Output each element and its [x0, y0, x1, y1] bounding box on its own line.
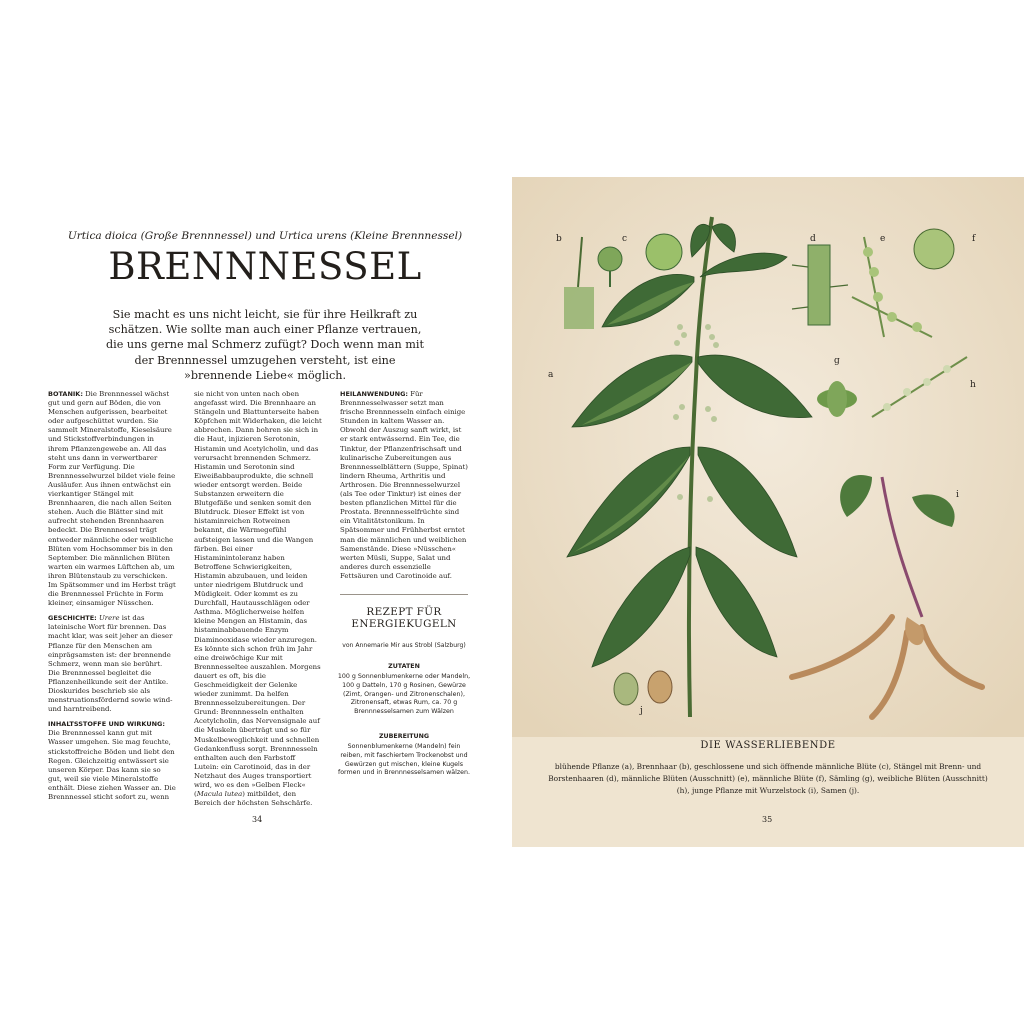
wirkung-text-b: ) mitbildet, den Bereich der höchsten Sehschärfe. [194, 790, 313, 808]
page-number-right: 35 [762, 815, 773, 824]
inhalt-heading: INHALTSSTOFFE UND WIRKUNG: [48, 720, 165, 729]
nettle-illustration [512, 177, 1024, 737]
heil-heading: HEILANWENDUNG: [340, 390, 409, 398]
label-i: i [956, 490, 959, 500]
label-b: b [556, 234, 562, 244]
inhalt-paragraph [48, 720, 176, 802]
label-j: j [640, 706, 643, 716]
label-h: h [970, 380, 976, 390]
zutaten-heading: ZUTATEN [388, 663, 420, 670]
text-column-3 [340, 390, 468, 587]
label-a: a [548, 370, 554, 380]
text-column-2 [194, 390, 322, 814]
zubereitung-heading: ZUBEREITUNG [378, 733, 430, 740]
botanik-paragraph [48, 390, 176, 608]
recipe-author: von Annemarie Mir aus Strobl (Salzburg) [342, 642, 466, 649]
label-g: g [834, 356, 840, 366]
geschichte-text: ist das lateinische Wort für brennen. Das macht klar, was seit jeher an dieser Pflanze für den Menschen am einprägsamsten ist: der brennende Schmerz, wenn man sie berührt. Die Brennnessel begleitet die Pflanzenheilkunde seit der Antike. Dioskurides beschrieb sie als menstruationsfördernd sowie wind- und harntreibend. [48, 614, 173, 714]
botanik-heading: BOTANIK: [48, 390, 83, 398]
plate-caption: blühende Pflanze (a), Brennhaar (b), geschlossene und sich öffnende männliche Blüte (c), Stängel mit Brenn- und Borstenhaaren (d), männliche Blüten (Ausschnitt) (e), männliche Blüte (f), Sämling (g), weibliche Blüten (Ausschnitt) (h), junge Pflanze mit Wurzelstock (i), Samen (j). [548, 762, 988, 795]
intro-paragraph: Sie macht es uns nicht leicht, sie für ihre Heilkraft zu schätzen. Wie sollte man auch einer Pflanze vertrauen, die uns gerne mal Schmerz zufügt? Doch wenn man mit der Brennnessel umzugehen versteht, ist eine »brennende Liebe« möglich. [106, 308, 424, 382]
recipe-divider [340, 594, 468, 595]
text-column-1 [48, 390, 176, 808]
label-d: d [810, 234, 816, 244]
geschichte-italic: Urere [96, 614, 120, 623]
wirkung-text-a: sie nicht von unten nach oben angefasst wird. Die Brennhaare an Stängeln und Blattunterseite haben Köpfchen mit Widerhaken, die leicht abbrechen. Dann bohren sie sich in die Haut, injizieren Serotonin, Histamin und Acetylcholin, und das verursacht brennenden Schmerz. Histamin und Serotonin sind Eiweißabbauprodukte, die schnell wieder entsorgt werden. Beide Substanzen erweitern die Blutgefäße und senken somit den Blutdruck. Dieser Effekt ist von histaminreichen Rotweinen bekannt, die Wärmegefühl aufsteigen lassen und die Wangen färben. Bei einer Histaminintoleranz haben Betroffene Schwierigkeiten, Histamin abzubauen, und leiden unter niedrigem Blutdruck und Müdigkeit. Oder kommt es zu Durchfall, Hautausschlägen oder Asthma. Möglicherweise helfen kleine Mengen an Histamin, das histaminabbauende Enzym Diaminooxidase wieder anzuregen. Es könnte sich schon früh im Jahr eine dreiwöchige Kur mit Brennnesseltee auszahlen. Morgens dauert es oft, bis die Geschmeidigkeit der Gelenke wieder zunimmt. Da helfen Brennnesselzubereitungen. Der Grund: Brennnesseln enthalten Acetylcholin, das Nervensignale auf die Muskeln überträgt und so für Muskelbeweglichkeit und schnellen Gedankenfluss sorgt. Brennnesseln enthalten auch den Farbstoff Lutein: ein Carotinoid, das in der Netzhaut des Auges transportiert wird, wo es den »Gelben Fleck« ( [194, 390, 322, 799]
wirkung-paragraph [194, 390, 322, 808]
heil-text: Für Brennnesselwasser setzt man frische Brennnesseln einfach einige Stunden in kaltem Wasser an. Obwohl der Auszug sanft wirkt, ist er stark entwässernd. Ein Tee, die Tinktur, der Pflanzenfrischsaft und kulinarische Zubereitungen aus Brennnesselblättern (Suppe, Spinat) lindern Rheuma, Arthritis und Arthrosen. Die Brennnesselwurzel (als Tee oder Tinktur) ist eines der besten pflanzlichen Mittel für die Prostata. Brennnesselfrüchte sind ein Vitalitätstonikum. In Spätsommer und Frühherbst erntet man die männlichen und weiblichen Samenstände. Diese »Nüsschen« werten Müsli, Suppe, Salat und anderes durch essenzielle Fettsäuren und Carotinoide auf. [340, 390, 468, 580]
recipe-title: REZEPT FÜR ENERGIEKUGELN [351, 606, 457, 630]
geschichte-paragraph [48, 614, 176, 714]
page-title: BRENNNESSEL [108, 245, 422, 288]
label-e: e [880, 234, 886, 244]
zutaten-text: 100 g Sonnenblumenkerne oder Mandeln, 100 g Datteln, 170 g Rosinen, Gewürze (Zimt, Orangen- und Zitronenschalen), Zitronensaft, etwas Rum, ca. 70 g Brennnesselsamen zum Wälzen [337, 673, 471, 716]
zubereitung-text: Sonnenblumenkerne (Mandeln) fein reiben, mit faschiertem Trockenobst und Gewürzen gut mischen, kleine Kugels formen und in Brennnesselsamen wälzen. [337, 743, 471, 777]
botanik-text: Die Brennnessel wächst gut und gern auf Böden, die von Menschen aufgerissen, bearbeitet oder aufgeschüttet wurden. Sie sammelt Mineralstoffe, Kieselsäure und Stickstoffverbindungen in ihrem Pflanzengewebe an. All das steht uns dann in verwertbarer Form zur Verfügung. Die Brennnesselwurzel bildet viele feine Ausläufer. Aus ihnen entwächst ein vierkantiger Stängel mit Brennhaaren, die nach allen Seiten stehen. Auch die Blätter sind mit aufrecht stehenden Brennhaaren bedeckt. Die Brennnessel trägt entweder männliche oder weibliche Blüten vom Hochsommer bis in den September. Die männlichen Blüten warten ein warmes Lüftchen ab, um ihren Blütenstaub zu verschicken. Im Spätsommer und im Herbst trägt die Brennnessel Früchte in Form kleiner, einsamiger Nüsschen. [48, 390, 176, 608]
male-flower [914, 229, 954, 269]
heil-paragraph [340, 390, 468, 581]
geschichte-heading: GESCHICHTE: [48, 614, 97, 623]
plate-title: DIE WASSERLIEBENDE [700, 740, 836, 751]
latin-subtitle: Urtica dioica (Große Brennnessel) und Urtica urens (Kleine Brennnessel) [67, 230, 463, 242]
label-c: c [622, 234, 628, 244]
inhalt-text: Die Brennnessel kann gut mit Wasser umgehen. Sie mag feuchte, stickstoffreiche Böden und liebt den Regen. Gleichzeitig entwässert sie unseren Körper. Das kann sie so gut, weil sie viele Mineralstoffe enthält. Diese ziehen Wasser an. Die Brennnessel sticht sofort zu, wenn [48, 729, 176, 802]
macula-italic: Macula lutea [196, 790, 243, 799]
right-page [512, 177, 1024, 847]
page-number-left: 34 [252, 815, 263, 824]
label-f: f [972, 234, 976, 244]
